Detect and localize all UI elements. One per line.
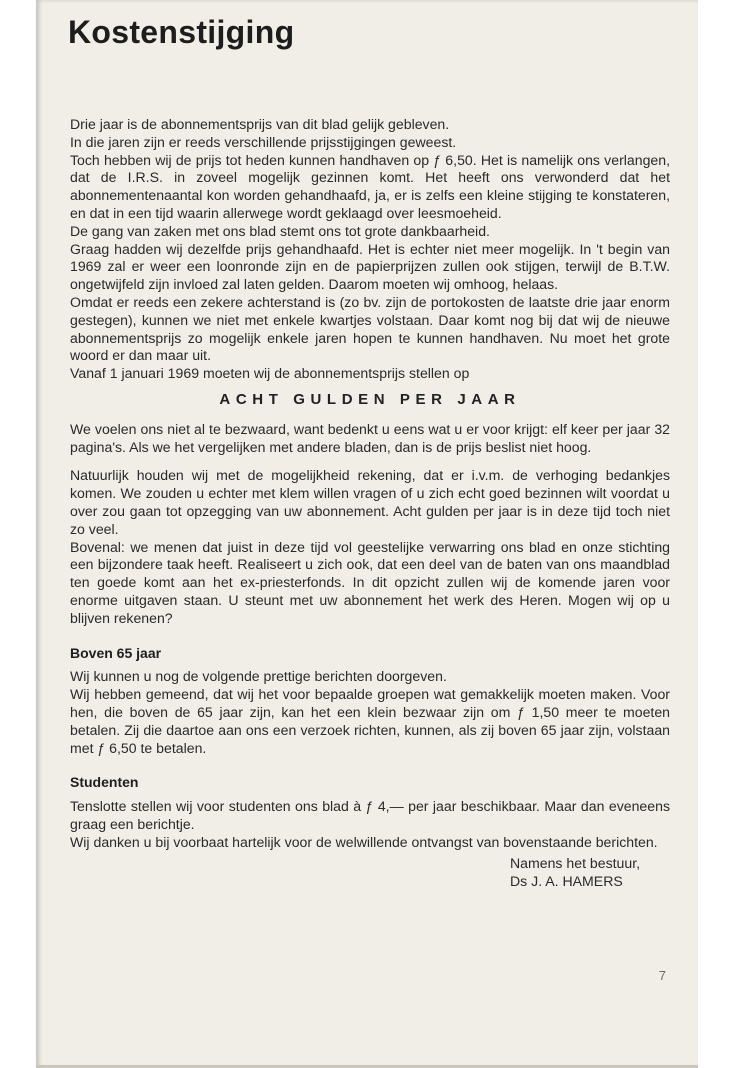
paragraph: Tenslotte stellen wij voor studenten ons blad à ƒ 4,— per jaar beschikbaar. Maar dan eveneens graag een berichtje. (70, 798, 670, 832)
signature-block (70, 855, 670, 891)
price-heading: ACHT GULDEN PER JAAR (219, 390, 521, 408)
paragraph: Wij danken u bij voorbaat hartelijk voor de welwillende ontvangst van bovenstaande berichten. (70, 833, 658, 850)
paragraph: Graag hadden wij dezelfde prijs gehandhaafd. Het is echter niet meer mogelijk. In 't begin van 1969 zal er weer een loonronde zijn en de papierprijzen zullen ook stijgen, terwijl de B.T.W. ongetwijfeld zijn invloed zal laten gelden. Daarom moeten wij omhoog, helaas. (70, 240, 670, 293)
magazine-page (36, 0, 698, 1068)
signature-line: Namens het bestuur, (510, 855, 641, 872)
paragraph: Wij kunnen u nog de volgende prettige berichten doorgeven. (70, 668, 447, 685)
paragraph: In die jaren zijn er reeds verschillende prijsstijgingen geweest. (70, 133, 457, 150)
paragraph: Toch hebben wij de prijs tot heden kunnen handhaven op ƒ 6,50. Het is namelijk ons verlangen, dat de I.R.S. in zoveel mogelijk gezinnen komt. Het heeft ons verwonderd dat het abonnementenaantal kon worden gehandhaafd, ja, er is zelfs een kleine stijging te konstateren, en dat in een tijd waarin allerwege wordt geklaagd over leesmoeheid. (70, 151, 670, 221)
section-heading-students: Studenten (70, 774, 139, 791)
paragraph: Omdat er reeds een zekere achterstand is (zo bv. zijn de portokosten de laatste drie jaar enorm gestegen), kunnen we niet met enkele kwartjes volstaan. Daar komt nog bij dat wij de nieuwe abonnementsprijs zo mogelijk enkele jaren hopen te kunnen handhaven. Nu moet het grote woord er dan maar uit. (70, 293, 670, 364)
paragraph: Drie jaar is de abonnementsprijs van dit blad gelijk gebleven. (70, 116, 450, 132)
paragraph: Vanaf 1 januari 1969 moeten wij de abonnementsprijs stellen op (70, 365, 470, 382)
paragraph: Bovenal: we menen dat juist in deze tijd vol geestelijke verwarring ons blad en onze stichting een bijzondere taak heeft. Realiseert u zich ook, dat een deel van de baten van ons maandblad ten goede komt aan het ex-priesterfonds. In dit opzicht zullen wij de komende jaren voor enorme uitgaven staan. U steunt met uw abonnement het werk des Heren. Mogen wij op u blijven rekenen? (70, 538, 670, 626)
paragraph: Natuurlijk houden wij met de mogelijkheid rekening, dat er i.v.m. de verhoging bedankjes komen. We zouden u echter met klem willen vragen of u zich echt goed bezinnen wilt voordat u over zou gaan tot opzegging van uw abonnement. Acht gulden per jaar is in deze tijd toch niet zo veel. (70, 467, 670, 537)
paragraph: We voelen ons niet al te bezwaard, want bedenkt u eens wat u er voor krijgt: elf keer per jaar 32 pagina's. Als we het vergelijken met andere bladen, dan is de prijs beslist niet hoog. (70, 420, 670, 455)
paragraph: Wij hebben gemeend, dat wij het voor bepaalde groepen wat gemakkelijk moeten maken. Voor hen, die boven de 65 jaar zijn, kan het een klein bezwaar zijn om ƒ 1,50 meer te moeten betalen. Zij die daartoe aan ons een verzoek richten, kunnen, als zij boven 65 jaar zijn, volstaan met ƒ 6,50 te betalen. (70, 686, 670, 756)
spacer (70, 456, 670, 467)
article-title: Kostenstijging (68, 14, 295, 50)
article-body (70, 116, 670, 891)
signature-name: Ds J. A. HAMERS (510, 873, 623, 890)
section-heading-senior: Boven 65 jaar (70, 644, 162, 661)
page-number: 7 (658, 968, 666, 983)
paragraph: De gang van zaken met ons blad stemt ons tot grote dankbaarheid. (70, 222, 490, 239)
